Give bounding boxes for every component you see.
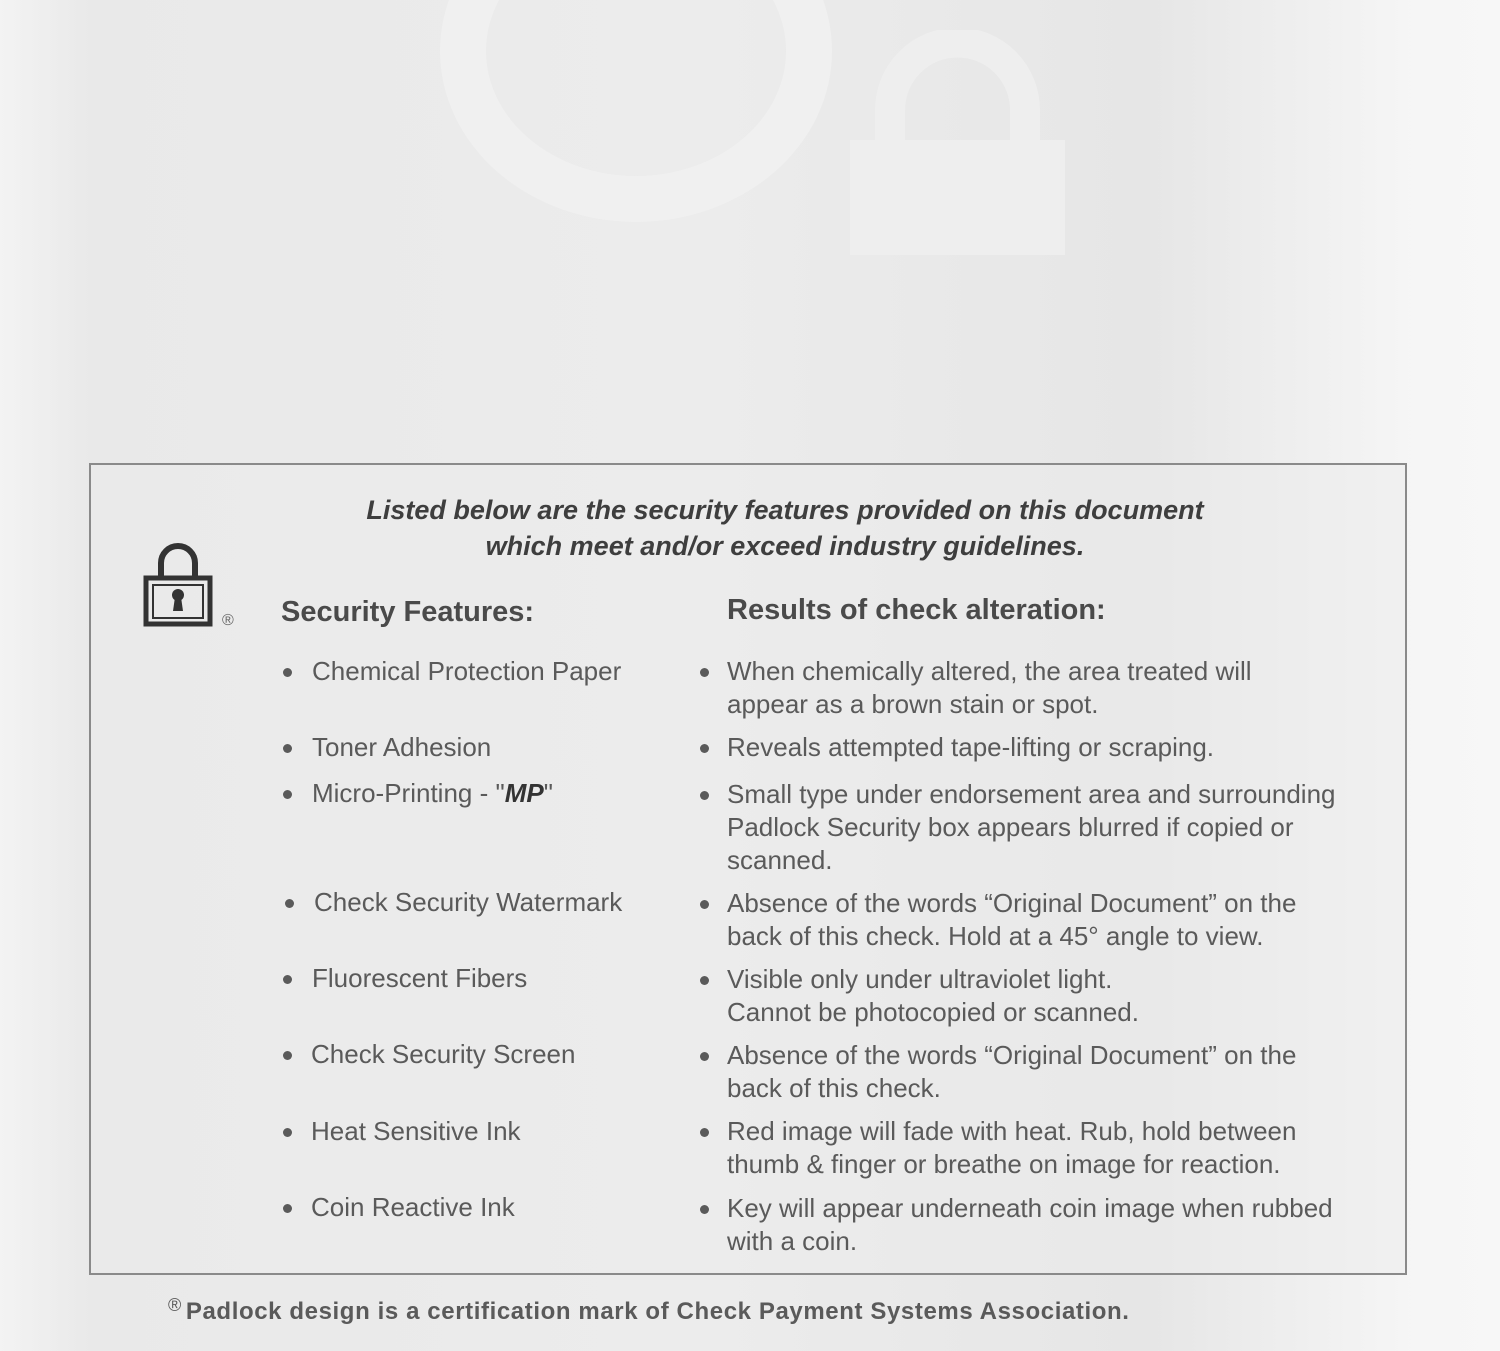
feature-bullet <box>283 744 292 753</box>
feature-item <box>312 777 692 810</box>
result-line: back of this check. <box>727 1073 941 1103</box>
result-item <box>727 655 1367 721</box>
result-item <box>727 887 1367 953</box>
result-bullet <box>700 1128 709 1137</box>
feature-bullet <box>283 1204 292 1213</box>
certification-footnote <box>168 1295 1418 1326</box>
result-item <box>727 731 1367 764</box>
result-line: Cannot be photocopied or scanned. <box>727 997 1139 1027</box>
feature-text-suffix: " <box>543 778 553 808</box>
feature-bullet <box>283 975 292 984</box>
result-bullet <box>700 1052 709 1061</box>
result-item <box>727 963 1367 1029</box>
feature-bullet <box>285 899 294 908</box>
result-line: Absence of the words “Original Document” on the <box>727 1040 1297 1070</box>
result-item <box>727 1039 1367 1105</box>
feature-item: Coin Reactive Ink <box>311 1192 515 1222</box>
feature-bullet <box>283 1051 292 1060</box>
result-line: Reveals attempted tape-lifting or scraping. <box>727 732 1215 762</box>
result-bullet <box>700 1205 709 1214</box>
result-item <box>727 1115 1367 1181</box>
result-bullet <box>700 976 709 985</box>
feature-item: Fluorescent Fibers <box>312 963 528 993</box>
result-line: Visible only under ultraviolet light. <box>727 964 1113 994</box>
result-item <box>727 1192 1367 1258</box>
result-line: Red image will fade with heat. Rub, hold between <box>727 1116 1297 1146</box>
watermark-padlock-icon <box>845 30 1070 260</box>
feature-bullet <box>283 790 292 799</box>
feature-item: Check Security Screen <box>311 1039 576 1069</box>
result-line: appear as a brown stain or spot. <box>727 689 1099 719</box>
result-line: Small type under endorsement area and surrounding <box>727 779 1336 809</box>
results-heading: Results of check alteration: <box>727 594 1106 626</box>
result-line: When chemically altered, the area treated will <box>727 656 1252 686</box>
feature-item: Chemical Protection Paper <box>312 656 622 686</box>
headline-line-1: Listed below are the security features provided on this document <box>366 495 1204 525</box>
padlock-icon <box>140 535 230 630</box>
feature-item: Toner Adhesion <box>312 732 492 762</box>
footnote-registered-mark: ® <box>168 1295 182 1315</box>
result-item <box>727 778 1367 877</box>
result-bullet <box>700 668 709 677</box>
result-bullet <box>700 900 709 909</box>
padlock-registered-mark: ® <box>222 612 234 629</box>
feature-item: Check Security Watermark <box>314 887 623 917</box>
security-features-heading: Security Features: <box>281 596 535 628</box>
feature-bullet <box>283 668 292 677</box>
micro-printing-mark: MP <box>504 778 544 808</box>
result-bullet <box>700 791 709 800</box>
result-line: back of this check. Hold at a 45° angle to view. <box>727 921 1264 951</box>
result-line: scanned. <box>727 845 833 875</box>
result-line: Padlock Security box appears blurred if copied or <box>727 812 1294 842</box>
feature-item: Heat Sensitive Ink <box>311 1116 521 1146</box>
result-line: Key will appear underneath coin image when rubbed <box>727 1193 1333 1223</box>
feature-text: Micro-Printing - " <box>312 778 505 808</box>
result-line: with a coin. <box>727 1226 858 1256</box>
result-line: Absence of the words “Original Document” on the <box>727 888 1297 918</box>
result-line: thumb & finger or breathe on image for reaction. <box>727 1149 1281 1179</box>
headline-line-2: which meet and/or exceed industry guidelines. <box>485 531 1085 561</box>
footnote-text: Padlock design is a certification mark of Check Payment Systems Association. <box>185 1298 1130 1325</box>
result-bullet <box>700 744 709 753</box>
feature-bullet <box>283 1128 292 1137</box>
